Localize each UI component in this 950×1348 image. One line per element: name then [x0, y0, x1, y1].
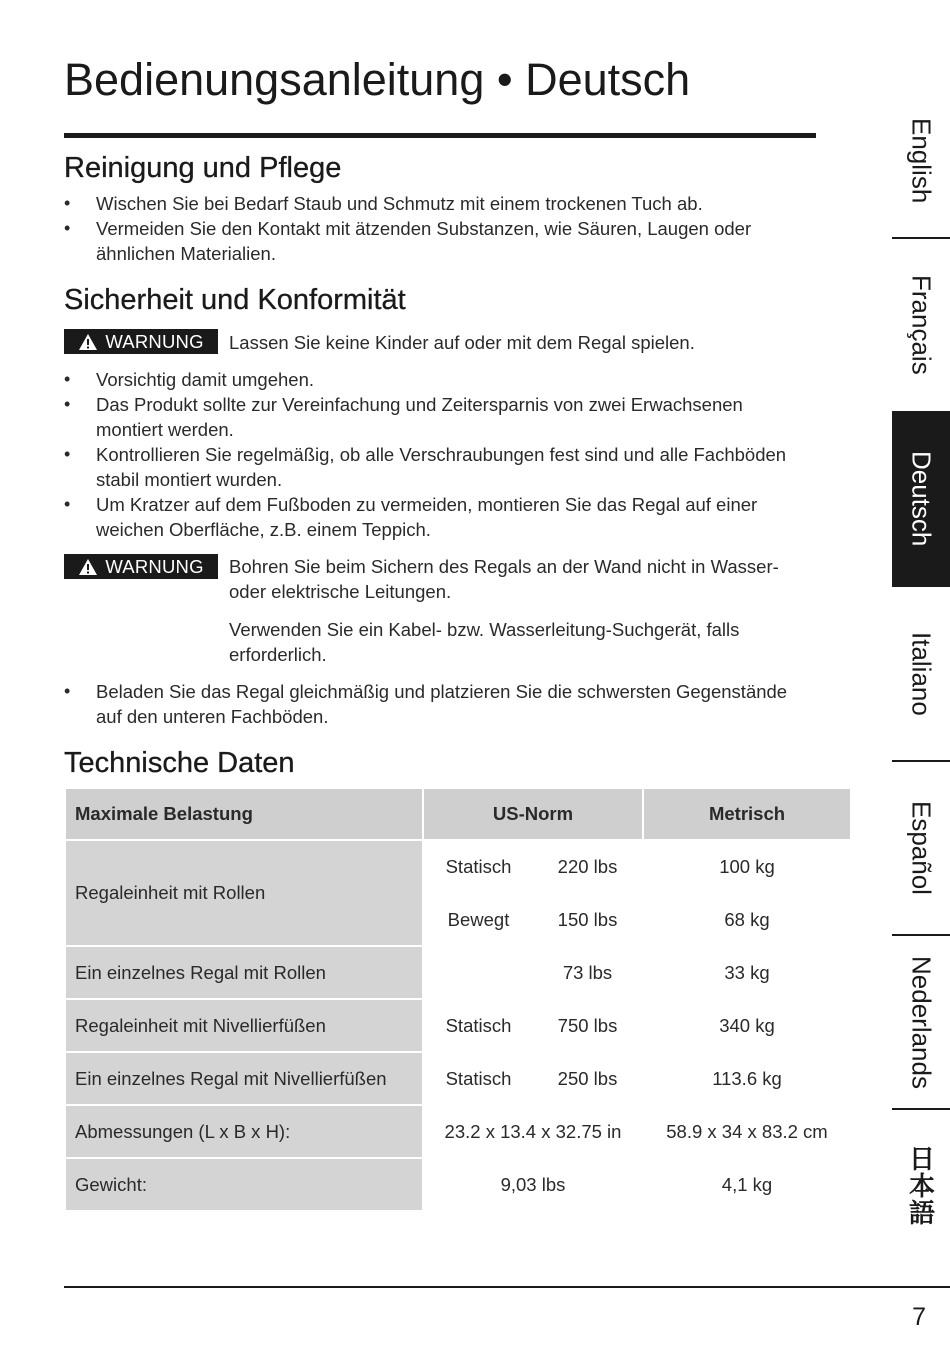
language-tab-francais[interactable] — [892, 239, 950, 413]
us-cell — [424, 1000, 642, 1051]
row-label: Abmessungen (L x B x H): — [66, 1106, 422, 1157]
load-mode — [424, 962, 533, 984]
row-label: Ein einzelnes Regal mit Nivellierfüßen — [66, 1053, 422, 1104]
column-header: Maximale Belastung — [66, 789, 422, 839]
table-row — [66, 1000, 850, 1051]
warning-label: WARNUNG — [105, 330, 204, 352]
us-value: 220 lbs — [557, 855, 618, 877]
warning-triangle-icon — [78, 333, 98, 351]
title-divider — [64, 133, 816, 138]
column-header: Metrisch — [644, 789, 850, 839]
row-label: Ein einzelnes Regal mit Rollen — [66, 947, 422, 998]
us-value: 73 lbs — [562, 961, 613, 983]
us-cell — [424, 841, 642, 892]
metric-value: 33 kg — [724, 961, 770, 983]
language-tab-label: Español — [906, 801, 937, 895]
warning-badge — [64, 554, 218, 579]
table-row — [66, 841, 850, 892]
us-value: 250 lbs — [557, 1067, 618, 1089]
language-tab-english[interactable] — [892, 85, 950, 239]
metric-value: 340 kg — [719, 1014, 775, 1036]
language-tab-label: Deutsch — [906, 451, 937, 547]
warning-note: Verwenden Sie ein Kabel- bzw. Wasserleitung-Suchgerät, falls erforderlich. — [229, 619, 740, 665]
table-header-row — [66, 789, 850, 839]
metric-value: 100 kg — [719, 855, 775, 877]
row-label: Regaleinheit mit Rollen — [66, 841, 422, 945]
row-label: Gewicht: — [66, 1159, 422, 1210]
specs-table — [64, 787, 852, 1212]
metric-value: 58.9 x 34 x 83.2 cm — [666, 1120, 828, 1142]
language-tab-label: Français — [906, 275, 937, 375]
specs-heading: Technische Daten — [64, 747, 295, 779]
list-item: • Kontrollieren Sie regelmäßig, ob alle Verschraubungen fest sind und alle Fachböden stabil montiert wurden. — [64, 442, 809, 492]
list-item: • Um Kratzer auf dem Fußboden zu vermeiden, montieren Sie das Regal auf einer weichen Oberfläche, z.B. einem Teppich. — [64, 492, 809, 542]
safety-list-2 — [64, 679, 809, 729]
us-value: 9,03 lbs — [500, 1173, 566, 1195]
language-tab-japanese[interactable] — [892, 1110, 950, 1260]
column-header: US-Norm — [424, 789, 642, 839]
us-cell — [424, 947, 642, 998]
list-item: • Beladen Sie das Regal gleichmäßig und platzieren Sie die schwersten Gegenstände auf den unteren Fachböden. — [64, 679, 809, 729]
load-mode: Bewegt — [447, 908, 510, 930]
warning-label: WARNUNG — [105, 555, 204, 577]
us-value: 150 lbs — [557, 908, 618, 930]
list-item: • Wischen Sie bei Bedarf Staub und Schmutz mit einem trockenen Tuch ab. — [64, 191, 809, 216]
language-tab-deutsch[interactable] — [892, 411, 950, 587]
list-item: • Vorsichtig damit umgehen. — [64, 367, 809, 392]
load-mode: Statisch — [445, 1014, 512, 1036]
load-mode: Statisch — [445, 1067, 512, 1089]
safety-list — [64, 367, 809, 542]
us-value: 750 lbs — [557, 1014, 618, 1036]
warning-text: Lassen Sie keine Kinder auf oder mit dem Regal spielen. — [229, 332, 695, 353]
cleaning-list — [64, 191, 809, 266]
page-number: 7 — [912, 1303, 926, 1331]
language-tab-label: 日本語 — [905, 1144, 936, 1226]
safety-heading: Sicherheit und Konformität — [64, 284, 406, 316]
language-tab-label: Italiano — [906, 631, 937, 716]
us-cell — [424, 1053, 642, 1104]
table-row — [66, 1106, 850, 1157]
footer-divider — [64, 1286, 950, 1288]
cleaning-heading: Reinigung und Pflege — [64, 152, 342, 184]
table-row — [66, 1159, 850, 1210]
language-tab-italiano[interactable] — [892, 587, 950, 762]
language-tab-nederlands[interactable] — [892, 936, 950, 1110]
warning-badge — [64, 329, 218, 354]
metric-value: 68 kg — [724, 908, 770, 930]
list-item: • Das Produkt sollte zur Vereinfachung und Zeitersparnis von zwei Erwachsenen montiert werden. — [64, 392, 809, 442]
language-tab-label: English — [906, 118, 937, 204]
us-value: 23.2 x 13.4 x 32.75 in — [444, 1120, 622, 1142]
page-title: Bedienungsanleitung • Deutsch — [64, 54, 691, 105]
table-row — [66, 1053, 850, 1104]
language-tab-label: Nederlands — [906, 955, 937, 1089]
metric-value: 113.6 kg — [712, 1067, 782, 1089]
metric-value: 4,1 kg — [721, 1173, 773, 1195]
language-tab-espanol[interactable] — [892, 762, 950, 936]
load-mode: Statisch — [445, 855, 512, 877]
table-row — [66, 947, 850, 998]
row-label: Regaleinheit mit Nivellierfüßen — [66, 1000, 422, 1051]
list-item: • Vermeiden Sie den Kontakt mit ätzenden Substanzen, wie Säuren, Laugen oder ähnlichen Materialien. — [64, 216, 809, 266]
us-cell — [424, 894, 642, 945]
warning-text: Bohren Sie beim Sichern des Regals an der Wand nicht in Wasser- oder elektrische Leitungen. — [229, 556, 779, 602]
warning-triangle-icon — [78, 558, 98, 576]
